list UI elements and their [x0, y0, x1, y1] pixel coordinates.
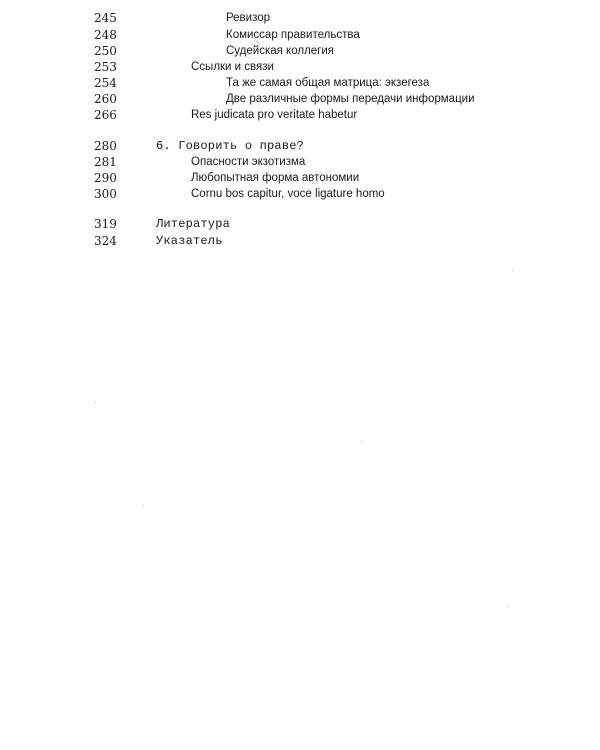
toc-entry: [0, 138, 600, 154]
page-number: 254: [94, 76, 117, 90]
entry-title: Две различные формы передачи информации: [226, 93, 475, 105]
chapter-title: Указатель: [156, 234, 223, 248]
scan-speck: [95, 402, 96, 403]
scan-speck: [508, 606, 509, 607]
toc-entry: [0, 154, 600, 170]
entry-title: Ссылки и связи: [191, 61, 274, 73]
page-number: 280: [94, 139, 117, 153]
toc-entry: [0, 107, 600, 123]
page-number: 266: [94, 108, 117, 122]
entry-title: Та же самая общая матрица: экзегеза: [226, 77, 430, 89]
toc-entry: [0, 91, 600, 107]
page-number: 290: [94, 171, 117, 185]
page-number: 245: [94, 11, 117, 25]
page-number: 319: [94, 217, 117, 231]
toc-entry: [0, 216, 600, 232]
toc-entry: [0, 75, 600, 91]
entry-title: Res judicata pro veritate habetur: [191, 109, 358, 121]
chapter-title: Литература: [156, 217, 231, 231]
page-number: 253: [94, 60, 117, 74]
page-number: 324: [94, 234, 117, 248]
entry-title: Судейская коллегия: [226, 45, 335, 57]
scan-speck: [512, 270, 513, 271]
entry-title: Ревизор: [226, 12, 271, 24]
toc-entry: [0, 186, 600, 202]
toc-entry: [0, 170, 600, 186]
scan-speck: [361, 441, 362, 442]
page-number: 281: [94, 155, 117, 169]
entry-title: Опасности экзотизма: [191, 156, 306, 168]
page-number: 250: [94, 44, 117, 58]
chapter-title: 6. Говорить о праве?: [156, 139, 305, 153]
page-number: 260: [94, 92, 117, 106]
toc-entry: [0, 59, 600, 75]
entry-title: Комиссар правительства: [226, 29, 360, 41]
toc-entry: [0, 233, 600, 249]
toc-entry: [0, 10, 600, 26]
scan-speck: [143, 505, 144, 506]
page-number: 300: [94, 187, 117, 201]
entry-title: Cornu bos capitur, voce ligature homo: [191, 188, 385, 200]
page-number: 248: [94, 28, 117, 42]
toc-entry: [0, 43, 600, 59]
toc-entry: [0, 27, 600, 43]
entry-title: Любопытная форма автономии: [191, 172, 360, 184]
